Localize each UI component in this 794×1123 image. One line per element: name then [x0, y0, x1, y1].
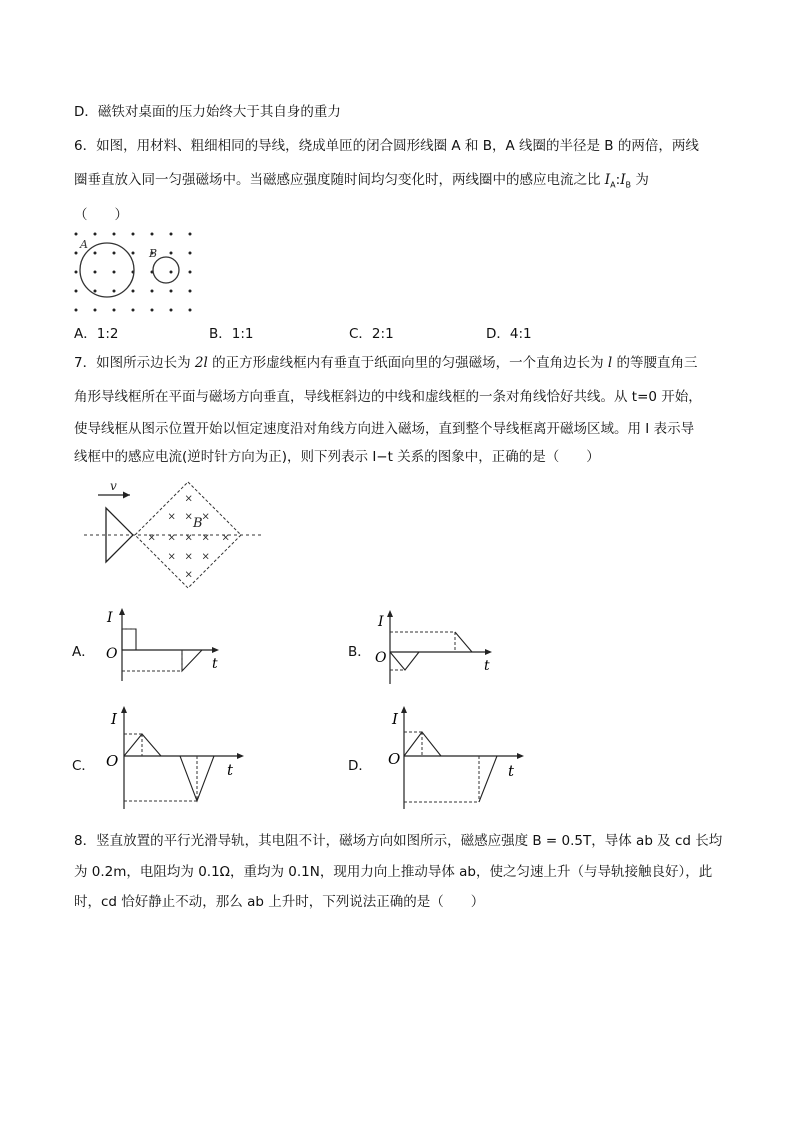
field-cross: ×	[184, 493, 193, 505]
field-cross: ×	[201, 532, 210, 544]
q7-line-1-a: 7．如图所示边长为	[74, 355, 195, 371]
q7-var-2l: 2l	[194, 355, 208, 371]
field-dot	[132, 309, 135, 312]
field-dot	[132, 290, 135, 293]
field-dot	[151, 233, 154, 236]
field-cross: ×	[184, 551, 193, 563]
field-dot	[113, 252, 116, 255]
field-dot	[189, 290, 192, 293]
field-cross: ×	[167, 511, 176, 523]
q7-graph-a	[100, 606, 230, 686]
field-dot	[94, 252, 97, 255]
q6-ratio-ib-sub: B	[625, 180, 632, 190]
q5-option-d: D．磁铁对桌面的压力始终大于其自身的重力	[74, 104, 341, 120]
field-dot	[94, 271, 97, 274]
field-dot	[170, 233, 173, 236]
graph-d-i: I	[392, 710, 398, 728]
field-dot	[170, 309, 173, 312]
q7-line-4: 线框中的感应电流(逆时针方向为正)，则下列表示 I−t 关系的图象中，正确的是（ ）	[74, 449, 600, 465]
q6-coil-a-label: A	[80, 238, 88, 251]
field-dot	[75, 309, 78, 312]
field-dot	[94, 309, 97, 312]
field-cross: ×	[147, 532, 156, 544]
q6-option-d: D．4:1	[486, 326, 532, 342]
q6-ratio-colon: :	[615, 172, 621, 188]
q6-line-2-end: 为	[635, 172, 649, 188]
graph-c-t: t	[227, 761, 234, 779]
q7-option-c-label: C．	[72, 758, 95, 774]
field-dot	[170, 271, 173, 274]
q7-graph-c	[104, 704, 254, 812]
q7-var-l: l	[607, 355, 613, 371]
field-cross: ×	[184, 569, 193, 581]
field-dot	[151, 290, 154, 293]
graph-a-i: I	[107, 610, 113, 626]
q6-line-2	[74, 171, 649, 195]
q6-coil-a	[80, 243, 134, 297]
q7-option-d-label: D．	[348, 758, 372, 774]
field-dot	[170, 252, 173, 255]
field-dot	[132, 252, 135, 255]
field-dot	[75, 290, 78, 293]
q7-line-1-c: 的等腰直角三	[612, 355, 698, 371]
graph-b-o: O	[375, 650, 387, 666]
field-dot	[94, 290, 97, 293]
q6-answer-bracket: （ ）	[74, 207, 128, 223]
graph-b-i: I	[378, 614, 384, 630]
field-dot	[189, 252, 192, 255]
graph-d-o: O	[388, 750, 401, 768]
field-dot	[151, 309, 154, 312]
q6-line-2-text: 圈垂直放入同一匀强磁场中。当磁感应强度随时间均匀变化时，两线圈中的感应电流之比	[74, 172, 601, 188]
field-dot	[113, 290, 116, 293]
graph-a-t: t	[212, 656, 218, 672]
q7-option-a-label: A．	[72, 644, 95, 660]
field-cross: ×	[201, 511, 210, 523]
graph-a-o: O	[106, 646, 118, 662]
q7-line-1	[74, 354, 698, 372]
field-dot	[75, 252, 78, 255]
field-dot	[170, 290, 173, 293]
field-dot	[113, 271, 116, 274]
field-cross: ×	[184, 511, 193, 523]
q6-ratio-ib: I	[620, 172, 626, 188]
q7-field-label: B	[193, 516, 203, 531]
graph-c-o: O	[106, 752, 119, 770]
q8-line-2: 为 0.2m，电阻均为 0.1Ω，重均为 0.1N，现用力向上推动导体 ab，使之匀速上升（与导轨接触良好），此	[74, 864, 713, 880]
q6-ratio-ia-sub: A	[610, 180, 616, 190]
q7-velocity-label: v	[110, 479, 117, 493]
graph-b-t: t	[484, 658, 490, 674]
q7-line-1-b: 的正方形虚线框内有垂直于纸面向里的匀强磁场，一个直角边长为	[207, 355, 608, 371]
field-cross: ×	[184, 532, 193, 544]
q7-field-crosses	[148, 494, 230, 581]
graph-d-t: t	[508, 762, 515, 780]
q6-figure	[70, 228, 200, 314]
q7-graph-b	[372, 608, 500, 688]
field-dot	[113, 309, 116, 312]
q6-option-c: C．2:1	[349, 326, 394, 342]
field-dot	[189, 309, 192, 312]
q6-dot-field	[75, 233, 192, 312]
q7-figure	[80, 478, 270, 593]
q8-line-3: 时，cd 恰好静止不动，那么 ab 上升时，下列说法正确的是（ ）	[74, 894, 485, 910]
q8-line-1: 8．竖直放置的平行光滑导轨，其电阻不计，磁场方向如图所示，磁感应强度 B = 0.5T，导体 ab 及 cd 长均	[74, 833, 723, 849]
field-cross: ×	[167, 551, 176, 563]
q7-graph-d	[384, 704, 534, 812]
field-dot	[75, 233, 78, 236]
field-cross: ×	[167, 532, 176, 544]
field-cross: ×	[201, 551, 210, 563]
q6-option-b: B．1:1	[209, 326, 254, 342]
q6-ratio-ia: I	[604, 172, 611, 188]
graph-c-i: I	[111, 710, 117, 728]
q7-line-2: 角形导线框所在平面与磁场方向垂直，导线框斜边的中线和虚线框的一条对角线恰好共线。从 t=0 开始，	[74, 389, 702, 405]
q7-line-3: 使导线框从图示位置开始以恒定速度沿对角线方向进入磁场，直到整个导线框离开磁场区域。用 I 表示导	[74, 421, 695, 437]
field-dot	[189, 271, 192, 274]
field-dot	[75, 271, 78, 274]
q6-coil-b	[153, 257, 179, 283]
field-dot	[189, 233, 192, 236]
field-cross: ×	[221, 532, 230, 544]
q7-option-b-label: B．	[348, 644, 371, 660]
q6-option-a: A．1:2	[74, 326, 119, 342]
q6-line-1: 6．如图，用材料、粗细相同的导线，绕成单匝的闭合圆形线圈 A 和 B，A 线圈的半径是 B 的两倍，两线	[74, 138, 699, 154]
q6-options	[74, 322, 594, 342]
field-dot	[113, 233, 116, 236]
field-dot	[132, 233, 135, 236]
q6-coil-b-label: B	[149, 247, 158, 260]
field-dot	[94, 233, 97, 236]
